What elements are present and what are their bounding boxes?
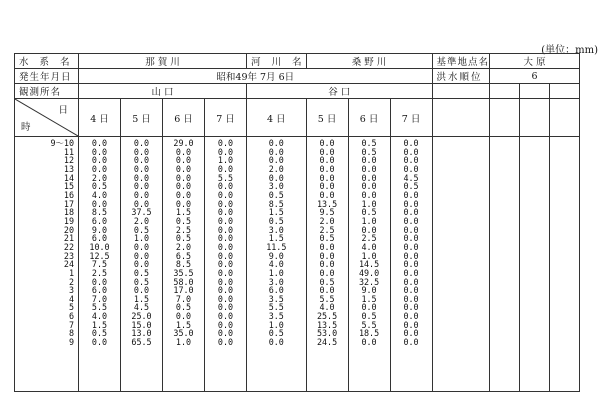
value-list: 0.0 0.0 0.0 0.0 4.5 0.5 0.0 0.0 0.0 0.0 0.0 0.0 0.0 0.0 0.0 0.0 0.0 0.0 0.0 0.0 0.0 0.0 0.0 0.0 [403,138,419,348]
taniguchi-4-column [247,137,307,392]
value-list: 0.0 0.0 0.0 2.0 0.0 3.0 0.5 8.5 1.5 0.5 3.0 1.5 11.5 9.0 4.0 1.0 3.0 6.0 3.5 5.5 3.5 1.0 0.5 0.0 [266,138,287,348]
day-header: 7 日 [205,99,247,137]
value-list: 0.0 0.0 0.0 0.0 0.0 0.0 0.0 0.0 37.5 2.0 0.5 1.0 0.0 0.0 0.0 0.5 0.5 0.0 1.5 4.5 25.0 15.0 13.0 65.5 [131,138,152,348]
corner-hour: 時 [21,122,31,133]
day-header: 4 日 [79,99,121,137]
rank-value: 6 [490,69,580,84]
yamaguchi-7-column [205,137,247,392]
value-list: 0.0 0.0 0.0 0.0 0.0 0.0 0.0 13.5 9.5 2.0 2.5 0.5 0.0 0.0 0.0 0.0 0.5 0.0 5.5 4.0 25.5 13.5 53.0 24.5 [316,138,338,348]
system-value: 那 賀 川 [79,54,247,69]
station-label: 観測所名 [15,84,79,99]
corner-cell [15,99,79,137]
day-header: 5 日 [306,99,348,137]
value-list: 0.0 0.0 1.0 0.0 5.5 0.0 0.0 0.0 0.0 0.0 0.0 0.0 0.0 0.0 0.0 0.0 0.0 0.0 0.0 0.0 0.0 0.0 0.0 0.0 [217,138,234,348]
empty-column [520,137,550,392]
yamaguchi-6-column [163,137,205,392]
base-point-value: 大 原 [490,54,580,69]
day-header: 7 日 [390,99,432,137]
corner-day: 日 [58,105,68,116]
taniguchi-6-column [348,137,390,392]
system-label: 水 系 名 [15,54,79,69]
value-list: 29.0 0.0 0.0 0.0 0.0 0.0 0.0 0.0 1.5 0.5 2.5 0.5 2.0 6.5 8.5 35.5 58.0 17.0 7.0 0.5 0.0 1.5 35.0 1.0 [173,138,194,348]
day-header: 5 日 [121,99,163,137]
yamaguchi-4-column [79,137,121,392]
empty-column [432,137,490,392]
empty-column [490,137,520,392]
taniguchi-7-column [390,137,432,392]
taniguchi-5-column [306,137,348,392]
base-point-label: 基準地点名 [432,54,490,69]
day-header: 6 日 [163,99,205,137]
station-yamaguchi: 山 口 [79,84,247,99]
station-taniguchi: 谷 口 [247,84,433,99]
unit-label: (単位：mm) [541,45,598,56]
hours-column [15,137,79,392]
empty-column [550,137,580,392]
river-label: 河 川 名 [247,54,307,69]
hours-list: 9～10 11 12 13 14 15 16 17 18 19 20 21 22 23 24 1 2 3 4 5 6 7 8 9 [50,138,74,348]
value-list: 0.0 0.0 0.0 0.0 2.0 0.5 4.0 0.0 8.5 6.0 9.0 6.0 10.0 12.5 7.5 2.5 0.0 6.0 7.0 5.5 4.0 1.5 0.5 0.0 [89,138,110,348]
value-list: 0.5 0.5 0.0 0.0 0.0 0.0 0.0 1.0 0.5 1.0 0.0 2.5 4.0 1.0 14.5 49.0 32.5 9.0 1.5 0.0 0.5 5.5 18.5 0.0 [358,138,380,348]
date-value: 昭和49年 7月 6日 [79,69,433,84]
river-value: 桑 野 川 [306,54,432,69]
yamaguchi-5-column [121,137,163,392]
rainfall-table [14,53,580,392]
day-header: 4 日 [247,99,307,137]
date-label: 発生年月日 [15,69,79,84]
day-header: 6 日 [348,99,390,137]
rank-label: 洪水順位 [432,69,490,84]
